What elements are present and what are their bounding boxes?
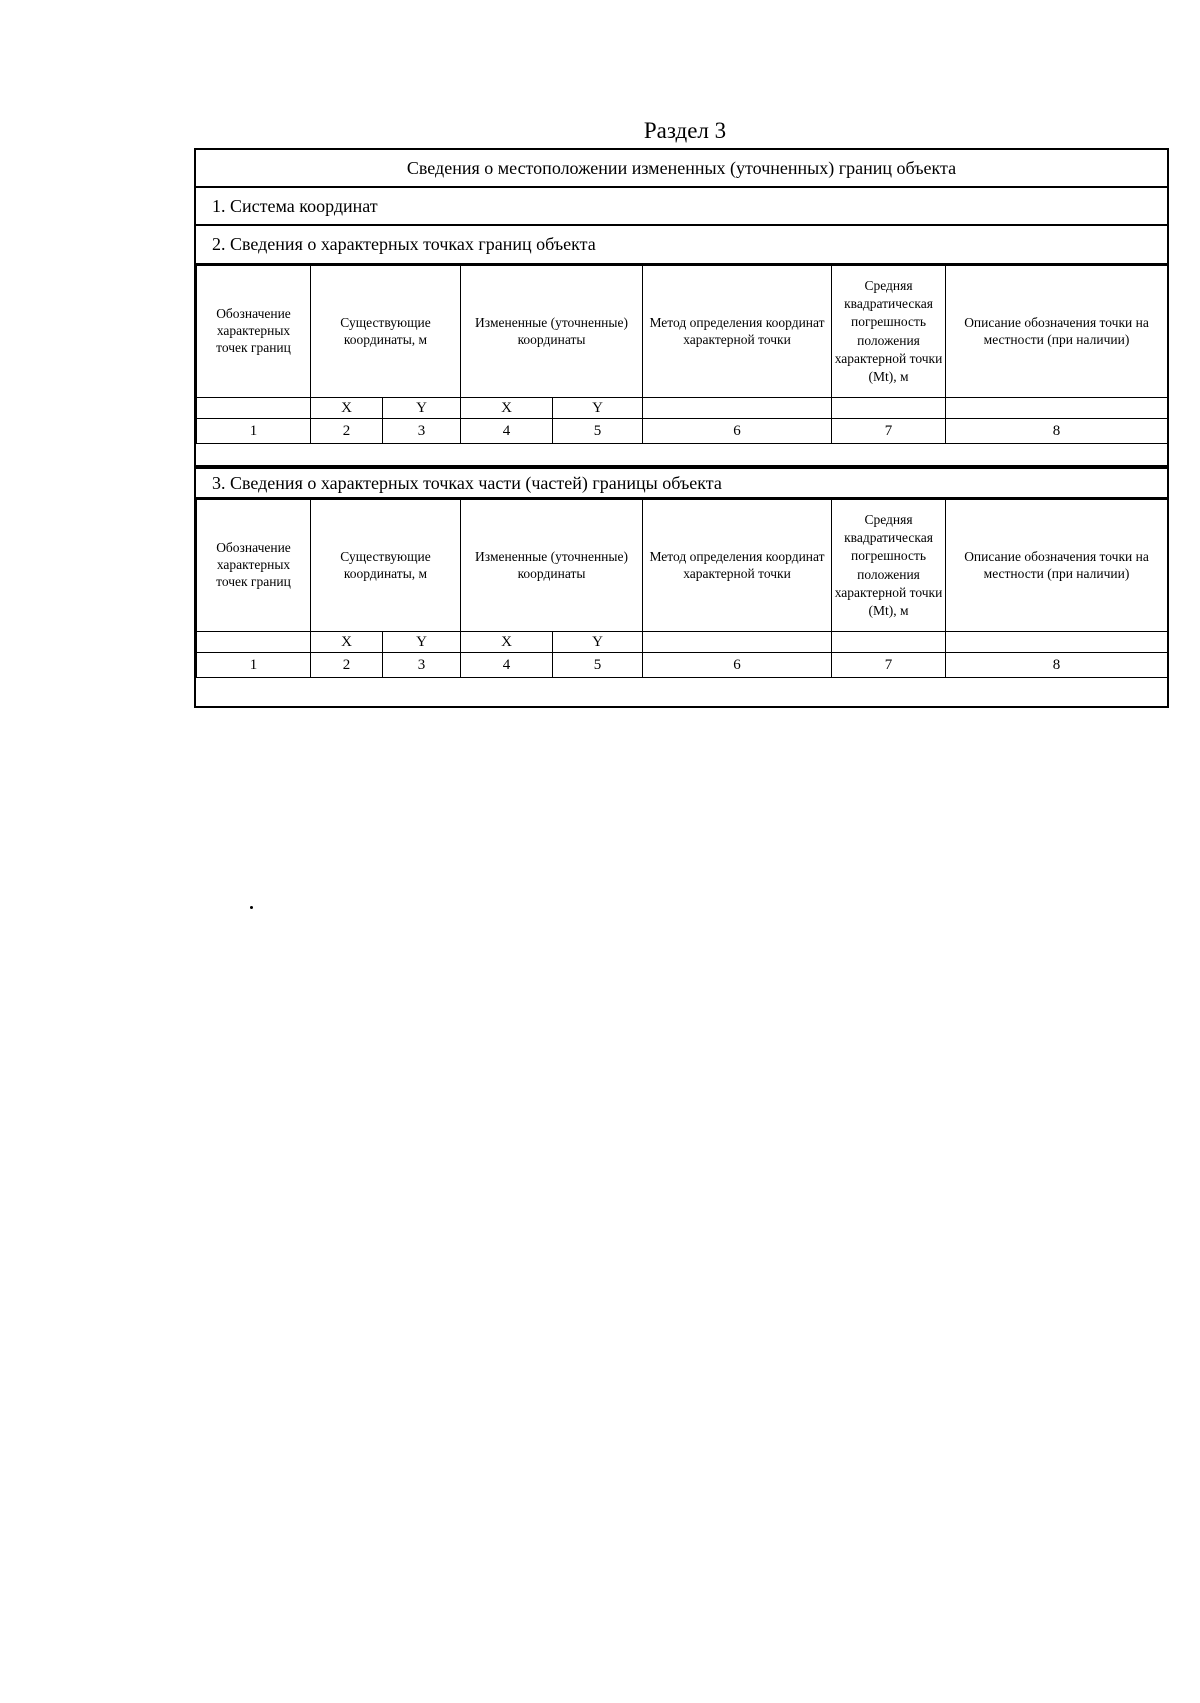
column-number: 3 bbox=[383, 419, 461, 444]
header-existing-coordinates: Существующие координаты, м bbox=[311, 500, 461, 632]
empty-data-row bbox=[196, 445, 1167, 467]
subsection-part-points: 3. Сведения о характерных точках части (частей) границы объекта bbox=[196, 467, 1167, 499]
header-mean-square-error: Средняя квадратическая погрешность положения характерной точки (Mt), м bbox=[832, 500, 946, 632]
xy-cell-empty bbox=[643, 398, 832, 419]
header-changed-coordinates: Измененные (уточненные) координаты bbox=[461, 266, 643, 398]
main-title: Сведения о местоположении измененных (уточненных) границ объекта bbox=[196, 150, 1167, 188]
column-number: 4 bbox=[461, 653, 553, 678]
existing-x-label: X bbox=[311, 398, 383, 419]
column-number: 7 bbox=[832, 419, 946, 444]
boundary-points-table bbox=[196, 265, 1168, 444]
stray-dot bbox=[250, 906, 253, 909]
header-point-description: Описание обозначения точки на местности (при наличии) bbox=[946, 500, 1168, 632]
header-point-designation: Обозначение характерных точек границ bbox=[197, 266, 311, 398]
header-determination-method: Метод определения координат характерной точки bbox=[643, 500, 832, 632]
column-number: 1 bbox=[197, 419, 311, 444]
column-number: 8 bbox=[946, 653, 1168, 678]
column-number: 2 bbox=[311, 419, 383, 444]
column-number: 6 bbox=[643, 419, 832, 444]
column-number: 1 bbox=[197, 653, 311, 678]
changed-y-label: Y bbox=[553, 398, 643, 419]
subsection-coordinate-system: 1. Система координат bbox=[196, 188, 1167, 226]
section-title: Раздел 3 bbox=[643, 118, 727, 143]
existing-y-label: Y bbox=[383, 398, 461, 419]
xy-cell-empty bbox=[197, 632, 311, 653]
subsection-boundary-points: 2. Сведения о характерных точках границ объекта bbox=[196, 226, 1167, 265]
xy-cell-empty bbox=[832, 398, 946, 419]
column-number: 3 bbox=[383, 653, 461, 678]
column-number: 2 bbox=[311, 653, 383, 678]
section-3-frame bbox=[194, 148, 1169, 708]
header-changed-coordinates: Измененные (уточненные) координаты bbox=[461, 500, 643, 632]
xy-cell-empty bbox=[946, 632, 1168, 653]
changed-y-label: Y bbox=[553, 632, 643, 653]
header-point-description: Описание обозначения точки на местности (при наличии) bbox=[946, 266, 1168, 398]
existing-x-label: X bbox=[311, 632, 383, 653]
changed-x-label: X bbox=[461, 398, 553, 419]
header-mean-square-error: Средняя квадратическая погрешность положения характерной точки (Mt), м bbox=[832, 266, 946, 398]
column-number: 5 bbox=[553, 419, 643, 444]
existing-y-label: Y bbox=[383, 632, 461, 653]
part-points-table bbox=[196, 499, 1168, 678]
column-number: 7 bbox=[832, 653, 946, 678]
changed-x-label: X bbox=[461, 632, 553, 653]
xy-cell-empty bbox=[832, 632, 946, 653]
column-number: 8 bbox=[946, 419, 1168, 444]
header-existing-coordinates: Существующие координаты, м bbox=[311, 266, 461, 398]
xy-cell-empty bbox=[946, 398, 1168, 419]
column-number: 4 bbox=[461, 419, 553, 444]
column-number: 5 bbox=[553, 653, 643, 678]
header-determination-method: Метод определения координат характерной точки bbox=[643, 266, 832, 398]
header-point-designation: Обозначение характерных точек границ bbox=[197, 500, 311, 632]
column-number: 6 bbox=[643, 653, 832, 678]
xy-cell-empty bbox=[197, 398, 311, 419]
xy-cell-empty bbox=[643, 632, 832, 653]
